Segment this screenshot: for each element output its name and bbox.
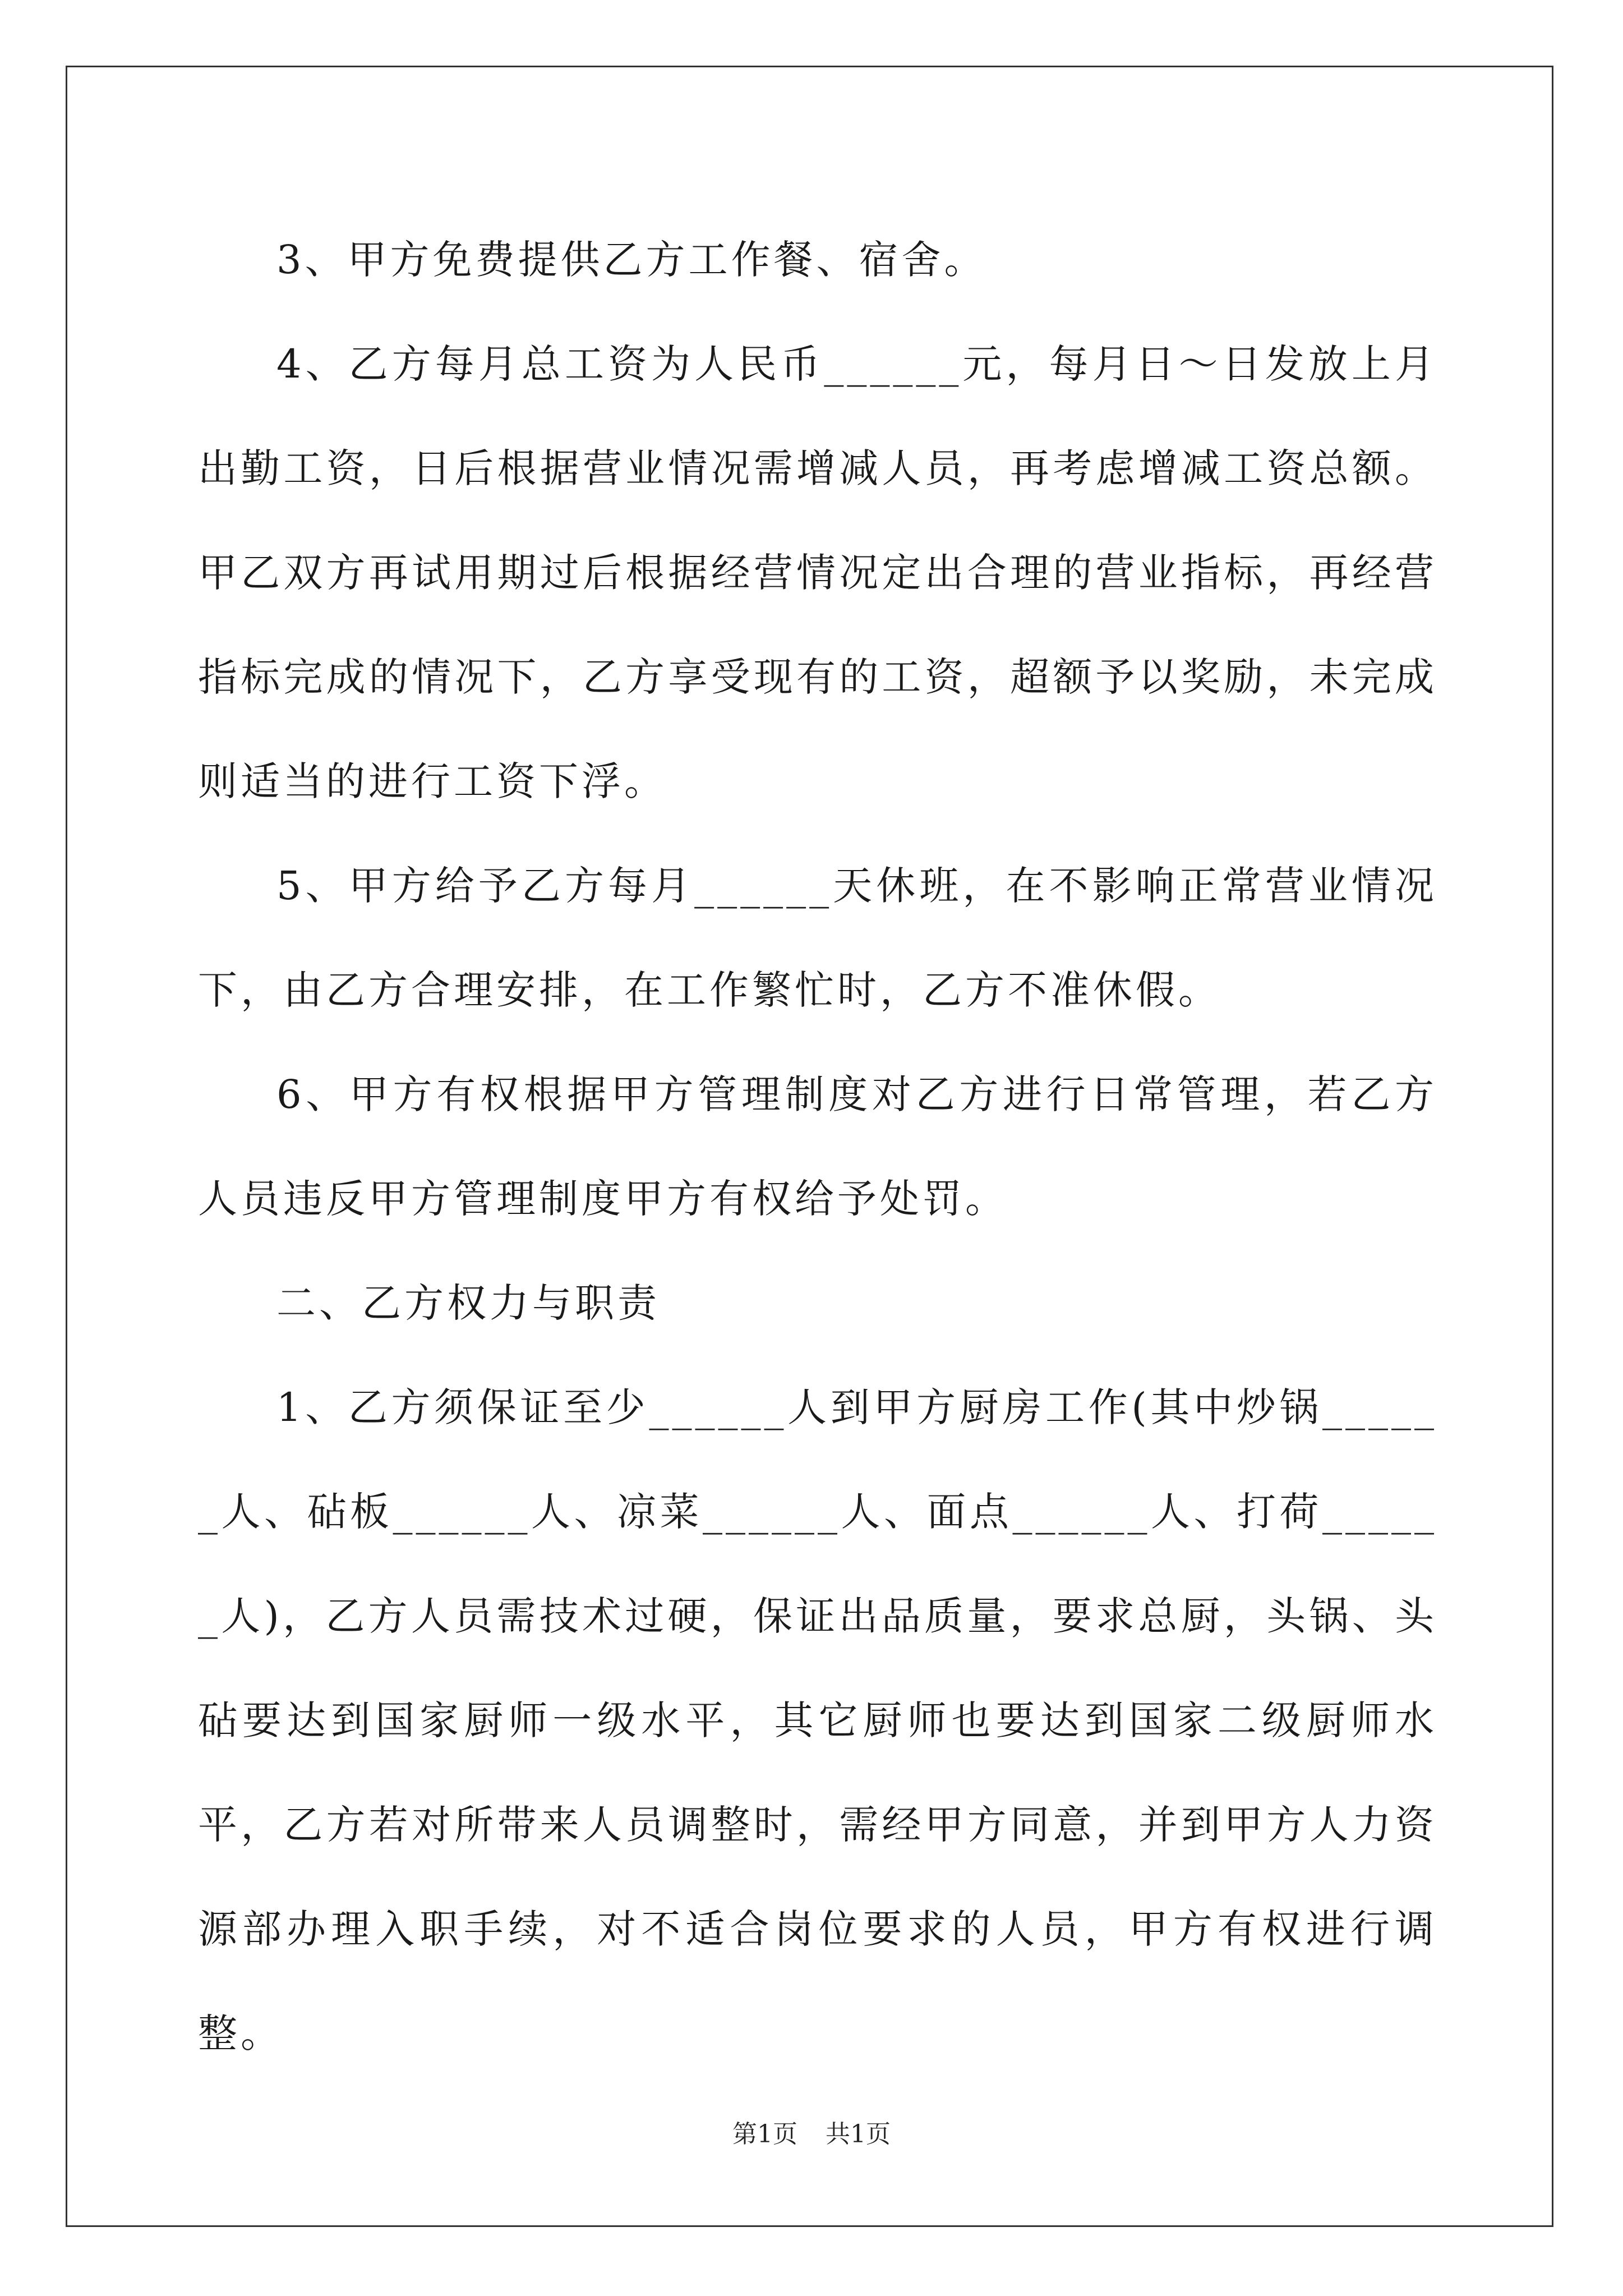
paragraph-item-1-staffing: 1、乙方须保证至少______人到甲方厨房工作(其中炒锅______人、砧板______人、凉菜______人、面点______人、打荷______人)，乙方人员需技术过硬，保证出品质量，要求总厨，头锅、头砧要达到国家厨师一级水平，其它厨师也要达到国家二级厨师水平，乙方若对所带来人员调整时，需经甲方同意，并到甲方人力资源部办理入职手续，对不适合岗位要求的人员，甲方有权进行调整。 <box>198 1384 1437 2056</box>
page-footer <box>0 2118 1623 2151</box>
paragraph-item-4-salary: 4、乙方每月总工资为人民币______元，每月日～日发放上月出勤工资，日后根据营业情况需增减人员，再考虑增减工资总额。甲乙双方再试用期过后根据经营情况定出合理的营业指标，再经营指标完成的情况下，乙方享受现有的工资，超额予以奖励，未完成则适当的进行工资下浮。 <box>198 341 1437 804</box>
section-heading-party-b-duties: 二、乙方权力与职责 <box>276 1280 660 1326</box>
total-pages: 共1页 <box>826 2120 891 2148</box>
document-body <box>198 208 1437 2086</box>
paragraph-item-3: 3、甲方免费提供乙方工作餐、宿舍。 <box>276 237 987 283</box>
paragraph-item-5-leave: 5、甲方给予乙方每月______天休班，在不影响正常营业情况下，由乙方合理安排，在工作繁忙时，乙方不准休假。 <box>198 863 1437 1013</box>
paragraph-item-6-management: 6、甲方有权根据甲方管理制度对乙方进行日常管理，若乙方人员违反甲方管理制度甲方有权给予处罚。 <box>198 1071 1437 1222</box>
page-number: 第1页 <box>732 2120 797 2148</box>
